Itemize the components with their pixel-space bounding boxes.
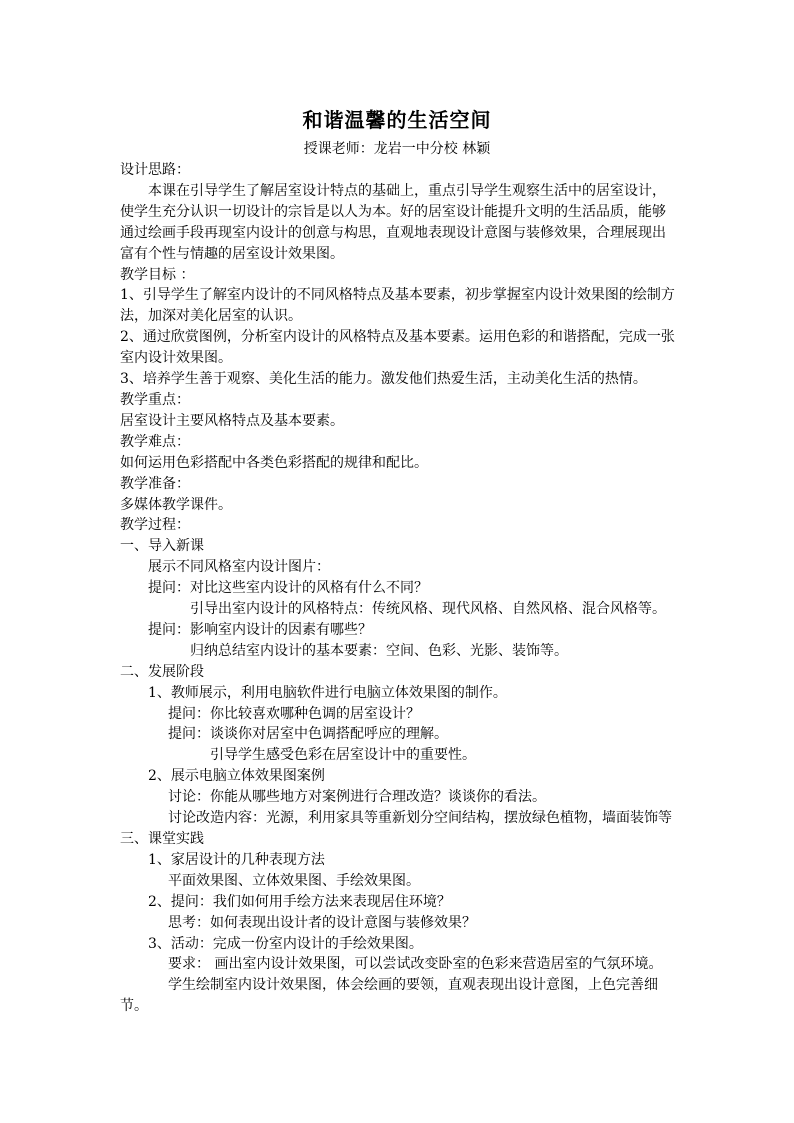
document-title: 和谐温馨的生活空间 [302, 108, 492, 132]
section-3-require: 要求： 画出室内设计效果图，可以尝试改变卧室的色彩来营造居室的气氛环境。 [168, 956, 663, 973]
section-1-show: 展示不同风格室内设计图片： [148, 559, 330, 576]
section-3-item-2-think: 思考：如何表现出设计者的设计意图与装修效果？ [168, 914, 476, 931]
section-2-item-1: 1、教师展示，利用电脑软件进行电脑立体效果图的制作。 [148, 684, 507, 701]
section-1-answer-1: 引导出室内设计的风格特点：传统风格、现代风格、自然风格、混合风格等。 [190, 601, 666, 618]
section-3-item-3: 3、活动：完成一份室内设计的手绘效果图。 [148, 935, 423, 952]
section-2-heading: 二、发展阶段 [120, 663, 204, 680]
section-2-note: 引导学生感受色彩在居室设计中的重要性。 [210, 747, 476, 764]
section-1-answer-2: 归纳总结室内设计的基本要素：空间、色彩、光影、装饰等。 [190, 642, 568, 659]
goals-heading: 教学目标 ： [120, 266, 195, 283]
key-heading: 教学重点： [120, 391, 190, 408]
section-2-question-1: 提问：你比较喜欢哪种色调的居室设计？ [168, 705, 420, 722]
design-heading: 设计思路： [120, 162, 190, 178]
document-body [120, 160, 675, 1017]
section-3-item-2: 2、提问：我们如何用手绘方法来表现居住环境？ [148, 893, 451, 910]
goal-item: 1、引导学生了解室内设计的不同风格特点及基本要素，初步掌握室内设计效果图的绘制方法，加深对美化居室的认识。 [120, 287, 675, 325]
section-2-question-2: 提问：谈谈你对居室中色调搭配呼应的理解。 [168, 726, 448, 743]
section-1-heading: 一、导入新课 [120, 538, 204, 555]
goal-item: 3、培养学生善于观察、美化生活的能力。激发他们热爱生活，主动美化生活的热情。 [120, 371, 647, 388]
section-3-item-1: 1、家居设计的几种表现方法 [148, 851, 325, 868]
difficulty-text: 如何运用色彩搭配中各类色彩搭配的规律和配比。 [120, 454, 428, 471]
section-3-final: 学生绘制室内设计效果图，体会绘画的要领，直观表现出设计意图，上色完善细节。 [120, 977, 658, 1015]
section-3-heading: 三、课堂实践 [120, 831, 204, 847]
section-2-discuss: 讨论：你能从哪些地方对案例进行合理改造？谈谈你的看法。 [168, 789, 546, 806]
prep-text: 多媒体教学课件。 [120, 496, 232, 513]
process-heading: 教学过程： [120, 517, 190, 534]
document-subtitle: 授课老师：龙岩一中分校 林颖 [303, 141, 491, 157]
goal-item: 2、通过欣赏图例，分析室内设计的风格特点及基本要素。运用色彩的和谐搭配，完成一张室内设计效果图。 [120, 329, 675, 367]
section-1-question-1: 提问：对比这些室内设计的风格有什么不同？ [148, 580, 428, 597]
key-text: 居室设计主要风格特点及基本要素。 [120, 412, 344, 429]
section-2-item-2: 2、展示电脑立体效果图案例 [148, 768, 325, 785]
prep-heading: 教学准备： [120, 475, 190, 492]
section-1-question-2: 提问：影响室内设计的因素有哪些？ [148, 621, 372, 638]
section-3-item-1-text: 平面效果图、立体效果图、手绘效果图。 [168, 872, 420, 889]
design-paragraph: 本课在引导学生了解居室设计特点的基础上，重点引导学生观察生活中的居室设计，使学生充分认识一切设计的宗旨是以人为本。好的居室设计能提升文明的生活品质，能够通过绘画手段再现室内设计的创意与构思，直观地表现设计意图与装修效果，合理展现出富有个性与情趣的居室设计效果图。 [120, 182, 666, 262]
difficulty-heading: 教学难点： [120, 433, 190, 450]
section-2-discuss-content: 讨论改造内容：光源，利用家具等重新划分空间结构，摆放绿色植物，墙面装饰等 [168, 810, 672, 827]
